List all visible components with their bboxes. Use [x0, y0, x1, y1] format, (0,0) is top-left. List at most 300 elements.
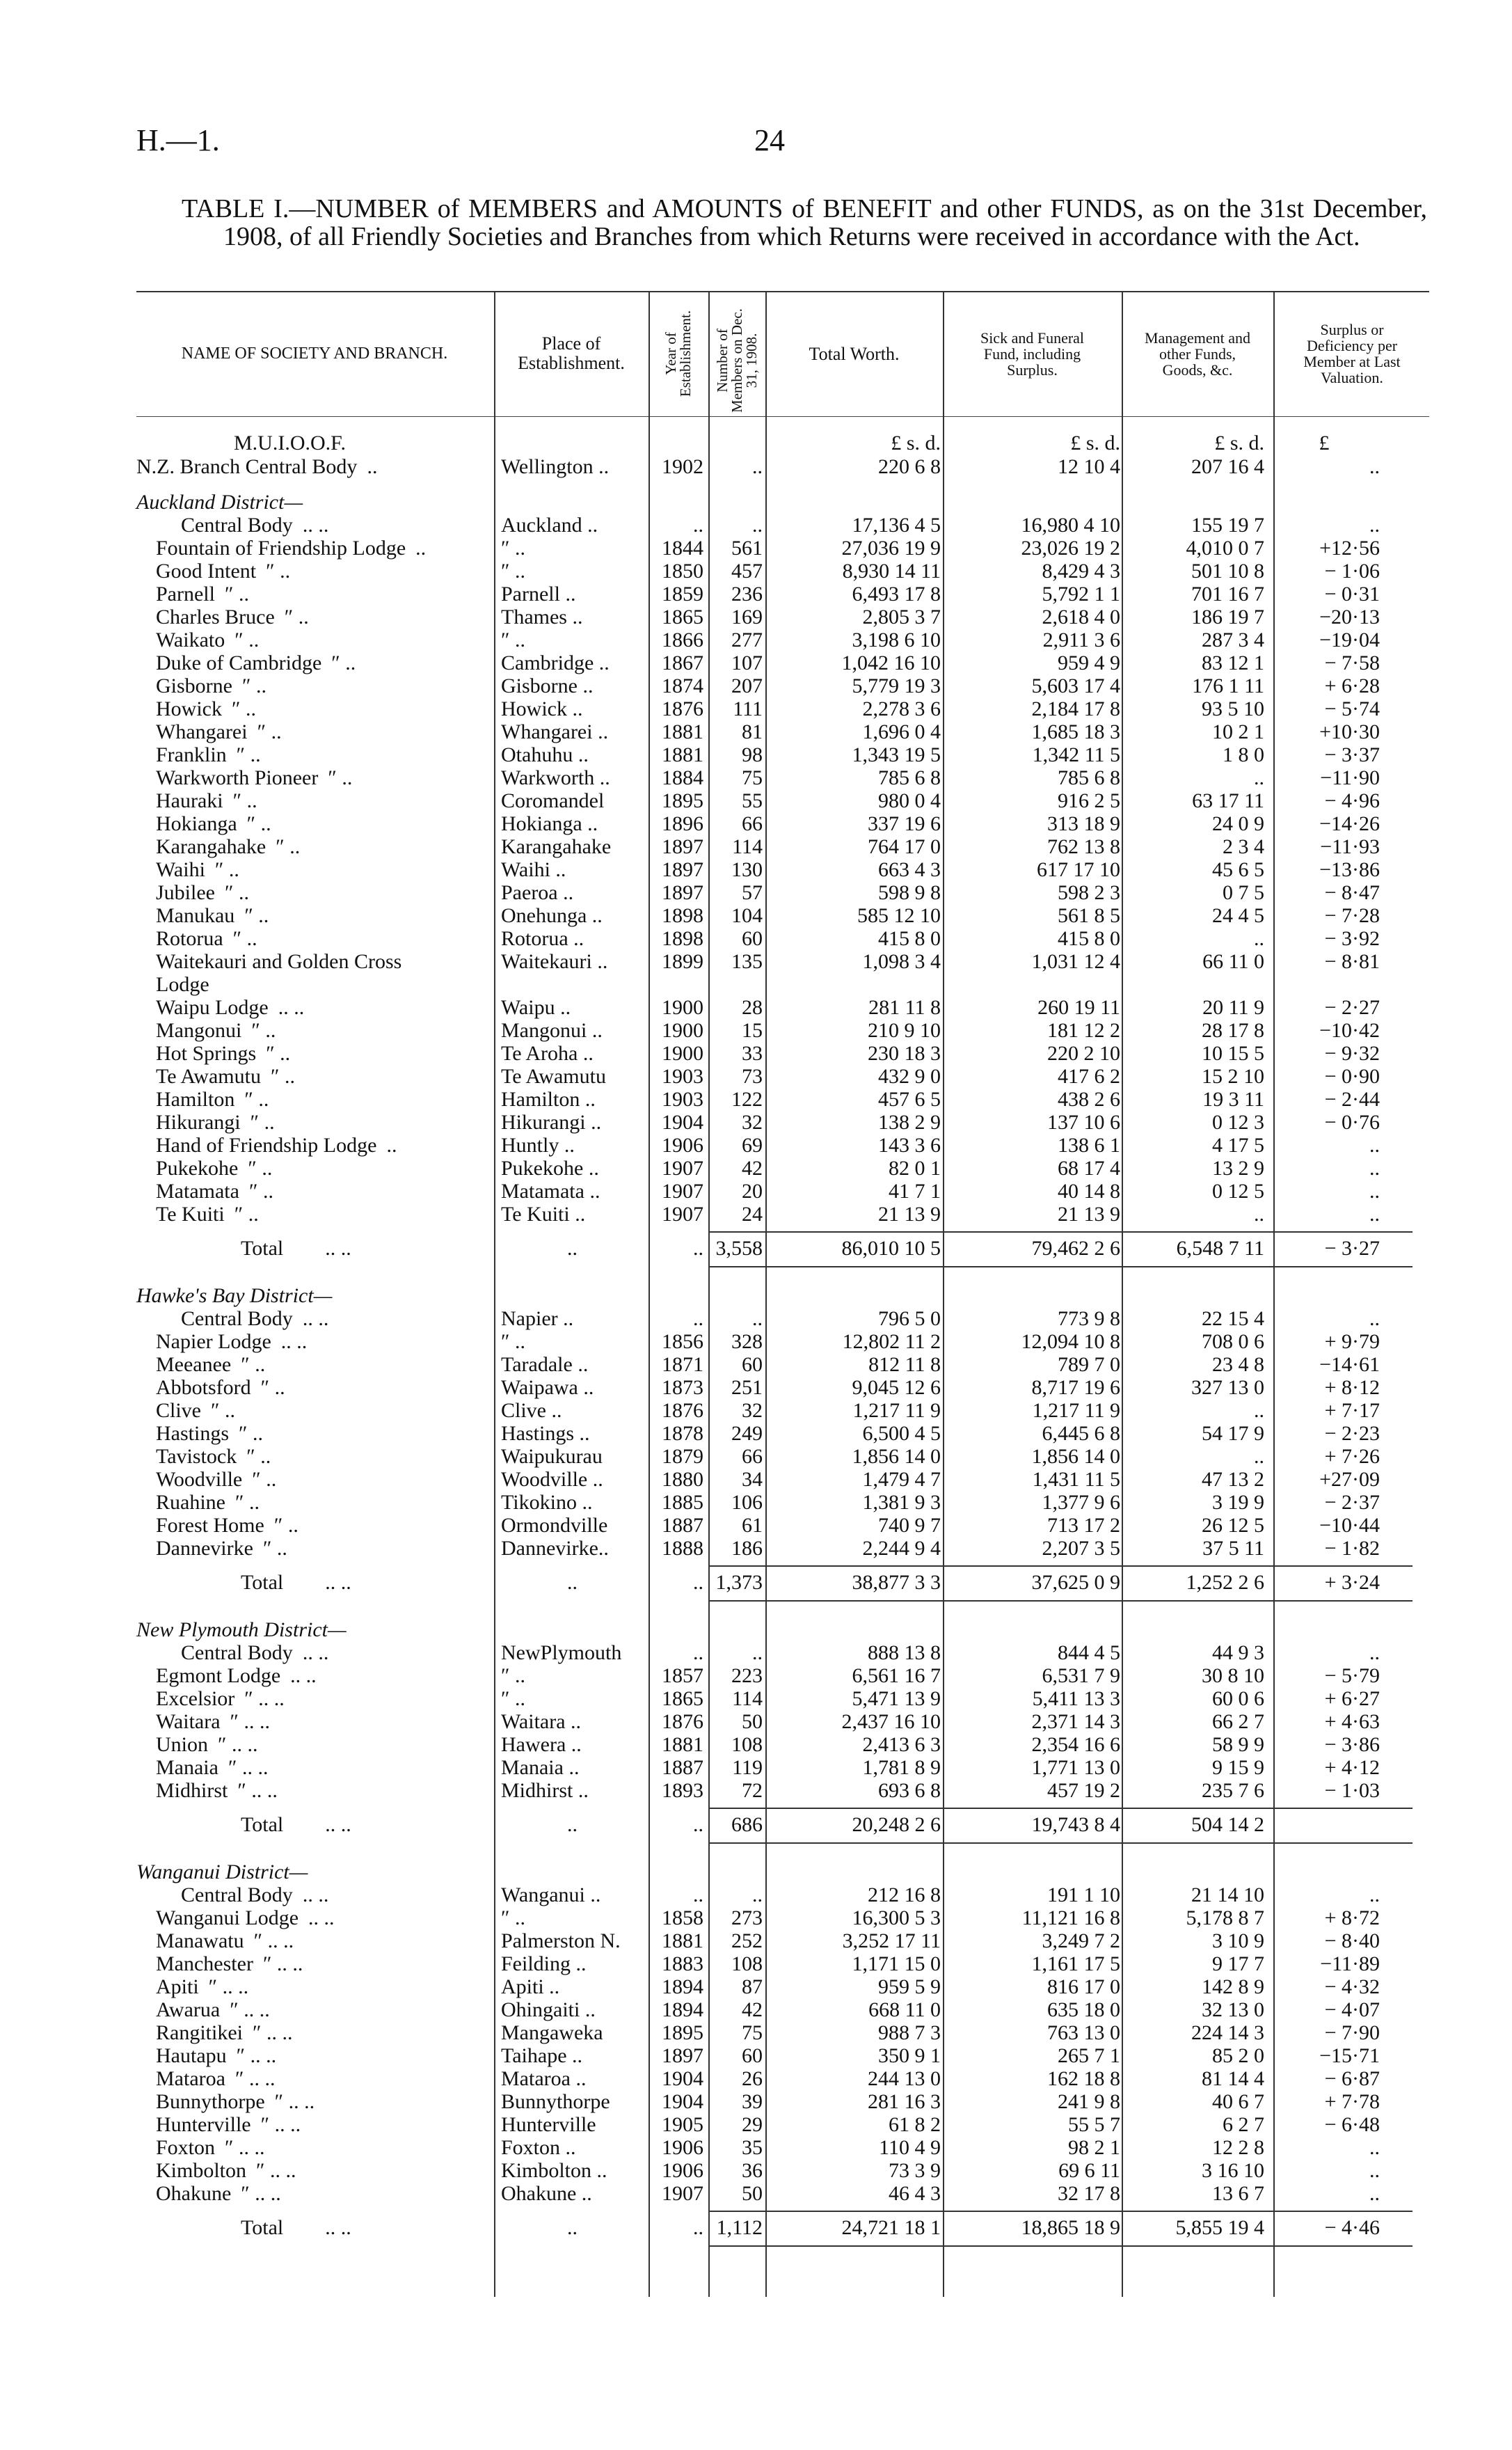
- year-cell: 1865: [662, 606, 703, 629]
- spacer: [136, 1272, 1429, 1284]
- members-cell: 29: [742, 2113, 763, 2136]
- sick-fund-cell: 457 19 2: [1047, 1779, 1120, 1802]
- year-cell: 1894: [662, 1975, 703, 1998]
- branch-name-text: Midhirst: [156, 1779, 228, 1802]
- members-cell: 114: [732, 1687, 763, 1710]
- branch-row: [136, 1883, 1429, 1906]
- branch-name-text: Bunnythorpe: [156, 2090, 265, 2113]
- sick-fund-cell: 12,094 10 8: [1021, 1330, 1120, 1353]
- place-cell: Hamilton ..: [501, 1088, 596, 1111]
- mgmt-unit: £ s. d.: [1214, 432, 1264, 455]
- surplus-cell: − 4·07: [1324, 1998, 1380, 2021]
- leader-dots: ″ ..: [224, 583, 249, 606]
- sick-fund-cell: 68 17 4: [1058, 1157, 1120, 1180]
- leader-dots: ″ ..: [234, 1491, 260, 1514]
- branch-row: [136, 697, 1429, 720]
- leader-dots: .. ..: [302, 1641, 329, 1664]
- members-cell: 252: [731, 1929, 763, 1952]
- leader-dots: ″ .. ..: [252, 2021, 293, 2044]
- members-cell: ..: [752, 1641, 763, 1664]
- branch-name: [156, 927, 504, 950]
- branch-name: [156, 1134, 504, 1157]
- place-cell: Auckland ..: [501, 514, 598, 537]
- members-cell: 457: [731, 560, 763, 583]
- members-cell: 69: [742, 1134, 763, 1157]
- total-worth-cell: 1,856 14 0: [852, 1445, 941, 1468]
- branch-name: [156, 743, 504, 766]
- branch-row: [136, 514, 1429, 537]
- surplus-cell: −10·42: [1319, 1019, 1380, 1042]
- leader-dots: ″ ..: [331, 651, 356, 674]
- sick-fund-cell: 2,618 4 0: [1042, 606, 1120, 629]
- year-cell: 1897: [662, 2044, 703, 2067]
- total-worth-cell: 337 19 6: [868, 812, 941, 835]
- sick-unit: £ s. d.: [1070, 432, 1120, 455]
- leader-dots: ″ .. ..: [253, 1929, 294, 1952]
- branch-name: [181, 1883, 529, 1906]
- total-worth-cell: 668 11 0: [868, 1998, 941, 2021]
- management-fund-cell: 22 15 4: [1202, 1307, 1264, 1330]
- year-cell: 1903: [662, 1088, 703, 1111]
- leader-dots: ″ ..: [239, 1422, 263, 1445]
- members-cell: 55: [742, 789, 763, 812]
- year-cell: 1879: [662, 1445, 703, 1468]
- branch-row: [136, 1422, 1429, 1445]
- leader-dots: ″ ..: [214, 858, 239, 881]
- surplus-cell: ..: [1369, 2136, 1380, 2159]
- branch-name-text: Te Kuiti: [156, 1203, 225, 1226]
- place-cell: Bunnythorpe: [501, 2090, 610, 2113]
- branch-name: [156, 1065, 504, 1088]
- total-worth-cell: 1,343 19 5: [852, 743, 941, 766]
- total-worth-cell: 1,098 3 4: [862, 950, 941, 973]
- total-worth-cell: 350 9 1: [878, 2044, 941, 2067]
- year-cell: ..: [693, 1237, 703, 1260]
- members-cell: 186: [731, 1537, 763, 1560]
- district-heading: [136, 1860, 1429, 1883]
- branch-name-text: Karangahake: [156, 835, 266, 858]
- sick-fund-cell: 23,026 19 2: [1021, 537, 1120, 560]
- branch-row: [136, 2044, 1429, 2067]
- leader-dots: ″ ..: [244, 1088, 269, 1111]
- branch-row: [136, 1952, 1429, 1975]
- branch-name-text: Hikurangi: [156, 1111, 241, 1134]
- total-rule: [708, 2211, 1412, 2212]
- sick-fund-cell: 561 8 5: [1058, 904, 1120, 927]
- district-total-row: [136, 1560, 1429, 1606]
- members-cell: 60: [742, 2044, 763, 2067]
- leader-dots: ″ ..: [246, 812, 271, 835]
- place-cell: Hawera ..: [501, 1733, 582, 1756]
- leader-dots: .. ..: [325, 1813, 351, 1836]
- surplus-cell: −13·86: [1319, 858, 1380, 881]
- sick-total: 18,865 18 9: [1021, 2216, 1120, 2239]
- members-cell: 75: [742, 766, 763, 789]
- management-fund-cell: 40 6 7: [1212, 2090, 1264, 2113]
- members-cell: 66: [742, 812, 763, 835]
- members-cell: 39: [742, 2090, 763, 2113]
- branch-name: [156, 1180, 504, 1203]
- year-cell: 1897: [662, 881, 703, 904]
- management-fund-cell: 224 14 3: [1191, 2021, 1264, 2044]
- surplus-cell: +12·56: [1319, 537, 1380, 560]
- branch-name-text: Hastings: [156, 1422, 229, 1445]
- sick-fund-cell: 8,429 4 3: [1042, 560, 1120, 583]
- total-worth-cell: 21 13 9: [878, 1203, 941, 1226]
- sick-fund-cell: 762 13 8: [1047, 835, 1120, 858]
- management-fund-cell: 155 19 7: [1191, 514, 1264, 537]
- sick-fund-cell: 635 18 0: [1047, 1998, 1120, 2021]
- place-cell: Palmerston N.: [501, 1929, 621, 1952]
- surplus-cell: ..: [1369, 1134, 1380, 1157]
- sick-fund-cell: 16,980 4 10: [1021, 514, 1120, 537]
- total-worth-cell: 16,300 5 3: [852, 1906, 941, 1929]
- branch-name: [156, 1399, 504, 1422]
- sick-total: 37,625 0 9: [1031, 1571, 1120, 1594]
- leader-dots: ″ ..: [241, 1353, 266, 1376]
- branch-name: [156, 2182, 504, 2205]
- place-cell: ..: [567, 1237, 578, 1260]
- year-cell: 1859: [662, 583, 703, 606]
- branch-row: [136, 1975, 1429, 1998]
- sick-fund-cell: 844 4 5: [1058, 1641, 1120, 1664]
- leader-dots: ″ .. ..: [230, 1998, 270, 2021]
- leader-dots: ″ ..: [244, 904, 269, 927]
- year-cell: 1881: [662, 743, 703, 766]
- column-header-worth: Total Worth.: [809, 343, 900, 364]
- total-worth-cell: 73 3 9: [889, 2159, 941, 2182]
- branch-row: [136, 835, 1429, 858]
- surplus-cell: − 7·90: [1324, 2021, 1380, 2044]
- year-cell: 1871: [662, 1353, 703, 1376]
- header-rule-bottom: [136, 416, 1429, 417]
- surplus-cell: − 0·31: [1324, 583, 1380, 606]
- total-worth-cell: 980 0 4: [878, 789, 941, 812]
- branch-name-text: Mataroa: [156, 2067, 225, 2090]
- members-cell: 561: [731, 537, 763, 560]
- sick-fund-cell: 959 4 9: [1058, 651, 1120, 674]
- management-fund-cell: 1 8 0: [1223, 743, 1264, 766]
- branch-row: [136, 950, 1429, 973]
- leader-dots: ″ .. ..: [274, 2090, 315, 2113]
- leader-dots: .. ..: [302, 1883, 329, 1906]
- branch-name: [156, 950, 504, 973]
- members-cell: 72: [742, 1779, 763, 1802]
- branch-name-text: Mangonui: [156, 1019, 242, 1042]
- total-label-text: Total: [241, 1571, 284, 1594]
- total-worth-cell: 210 9 10: [868, 1019, 941, 1042]
- total-worth-cell: 17,136 4 5: [852, 514, 941, 537]
- management-fund-cell: 4,010 0 7: [1186, 537, 1264, 560]
- branch-name-text: Waitara: [156, 1710, 221, 1733]
- year-cell: 1899: [662, 950, 703, 973]
- branch-name: [156, 1756, 504, 1779]
- branch-name-text: Hamilton: [156, 1088, 235, 1111]
- branch-row: [136, 2182, 1429, 2205]
- branch-name-text: Ohakune: [156, 2182, 232, 2205]
- sick-fund-cell: 5,792 1 1: [1042, 583, 1120, 606]
- members-cell: ..: [752, 1883, 763, 1906]
- total-worth-cell: 6,500 4 5: [862, 1422, 941, 1445]
- sick-fund-cell: 5,411 13 3: [1032, 1687, 1120, 1710]
- place-cell: Waitekauri ..: [501, 950, 608, 973]
- branch-name: [156, 835, 504, 858]
- branch-row: [136, 1710, 1429, 1733]
- branch-row: [136, 1998, 1429, 2021]
- branch-row: [136, 2067, 1429, 2090]
- total-worth-cell: 663 4 3: [878, 858, 941, 881]
- surplus-cell: − 1·82: [1324, 1537, 1380, 1560]
- year-cell: 1876: [662, 1710, 703, 1733]
- surplus-cell: + 8·12: [1324, 1376, 1380, 1399]
- branch-name-text: Wanganui Lodge: [156, 1906, 299, 1929]
- branch-name-text: Waitekauri and Golden Cross: [156, 950, 402, 973]
- members-cell: 106: [731, 1491, 763, 1514]
- branch-name: [156, 1376, 504, 1399]
- members-cell: 98: [742, 743, 763, 766]
- branch-row: [136, 2021, 1429, 2044]
- members-cell: 81: [742, 720, 763, 743]
- year-cell: 1906: [662, 2159, 703, 2182]
- place-cell: Gisborne ..: [501, 674, 594, 697]
- place-cell: ..: [567, 2216, 578, 2239]
- year-cell: 1902: [662, 455, 703, 478]
- branch-name-text: Waikato: [156, 629, 225, 651]
- total-worth-cell: 988 7 3: [878, 2021, 941, 2044]
- leader-dots: ″ ..: [266, 560, 291, 583]
- branch-name: [156, 1779, 504, 1802]
- district-title: Auckland District—: [136, 491, 303, 514]
- year-cell: 1895: [662, 2021, 703, 2044]
- branch-name: [156, 2067, 504, 2090]
- branch-name: [181, 1307, 529, 1330]
- branch-row: [136, 881, 1429, 904]
- sick-fund-cell: 8,717 19 6: [1031, 1376, 1120, 1399]
- management-fund-cell: 9 17 7: [1212, 1952, 1264, 1975]
- surplus-cell: −19·04: [1319, 629, 1380, 651]
- total-worth-cell: 959 5 9: [878, 1975, 941, 1998]
- management-fund-cell: 24 0 9: [1212, 812, 1264, 835]
- mgmt-total: 6,548 7 11: [1176, 1237, 1264, 1260]
- management-fund-cell: 26 12 5: [1202, 1514, 1264, 1537]
- place-cell: Tikokino ..: [501, 1491, 593, 1514]
- surplus-cell: − 6·87: [1324, 2067, 1380, 2090]
- place-cell: Mangonui ..: [501, 1019, 603, 1042]
- place-cell: Foxton ..: [501, 2136, 576, 2159]
- surplus-cell: + 7·78: [1324, 2090, 1380, 2113]
- leader-dots: ″ ..: [232, 789, 257, 812]
- surplus-cell: − 1·03: [1324, 1779, 1380, 1802]
- surplus-cell: +27·09: [1319, 1468, 1380, 1491]
- branch-row: [136, 1180, 1429, 1203]
- year-cell: 1887: [662, 1514, 703, 1537]
- branch-name: [156, 1514, 504, 1537]
- branch-name: [156, 1445, 504, 1468]
- branch-name: [156, 606, 504, 629]
- worth-total: 38,877 3 3: [852, 1571, 941, 1594]
- year-cell: 1900: [662, 1042, 703, 1065]
- total-worth-cell: 2,244 9 4: [862, 1537, 941, 1560]
- surplus-cell: − 3·86: [1324, 1733, 1380, 1756]
- branch-name: [156, 583, 504, 606]
- leader-dots: ″ ..: [257, 720, 282, 743]
- leader-dots: ″ .. ..: [241, 2182, 281, 2205]
- year-cell: ..: [693, 514, 703, 537]
- total-worth-cell: 27,036 19 9: [841, 537, 941, 560]
- management-fund-cell: 501 10 8: [1191, 560, 1264, 583]
- worth-unit: £ s. d.: [891, 432, 941, 455]
- year-cell: 1856: [662, 1330, 703, 1353]
- year-cell: 1878: [662, 1422, 703, 1445]
- members-total: 3,558: [715, 1237, 763, 1260]
- branch-name: [156, 1468, 504, 1491]
- branch-row: [136, 720, 1429, 743]
- place-cell: Waihi ..: [501, 858, 566, 881]
- total-worth-cell: 244 13 0: [868, 2067, 941, 2090]
- surplus-cell: − 8·47: [1324, 881, 1380, 904]
- surplus-cell: −14·61: [1319, 1353, 1380, 1376]
- branch-name-text: Woodville: [156, 1468, 243, 1491]
- branch-name: [156, 1537, 504, 1560]
- branch-name: [156, 2021, 504, 2044]
- management-fund-cell: ..: [1254, 1399, 1264, 1422]
- place-cell: Matamata ..: [501, 1180, 600, 1203]
- spacer: [136, 1848, 1429, 1860]
- members-cell: 50: [742, 2182, 763, 2205]
- place-cell: Hastings ..: [501, 1422, 590, 1445]
- branch-name: [156, 766, 504, 789]
- year-cell: 1907: [662, 1157, 703, 1180]
- place-cell: Dannevirke..: [501, 1537, 609, 1560]
- surplus-cell: + 6·27: [1324, 1687, 1380, 1710]
- members-cell: 36: [742, 2159, 763, 2182]
- sick-fund-cell: 417 6 2: [1058, 1065, 1120, 1088]
- branch-row: [136, 1929, 1429, 1952]
- year-cell: 1900: [662, 1019, 703, 1042]
- branch-row: [136, 973, 1429, 996]
- leader-dots: ″ .. ..: [225, 2136, 265, 2159]
- surplus-cell: ..: [1369, 1203, 1380, 1226]
- year-cell: 1857: [662, 1664, 703, 1687]
- leader-dots: .. ..: [325, 1237, 351, 1260]
- sick-fund-cell: 265 7 1: [1058, 2044, 1120, 2067]
- district-total-row: [136, 1802, 1429, 1848]
- leader-dots: ″ .. ..: [236, 2044, 277, 2067]
- leader-dots: .. ..: [278, 996, 305, 1019]
- district-title: Hawke's Bay District—: [136, 1284, 333, 1307]
- management-fund-cell: 20 11 9: [1202, 996, 1264, 1019]
- sick-fund-cell: 438 2 6: [1058, 1088, 1120, 1111]
- branch-row: [136, 651, 1429, 674]
- management-fund-cell: 3 19 9: [1212, 1491, 1264, 1514]
- sick-total: 19,743 8 4: [1031, 1813, 1120, 1836]
- year-cell: 1884: [662, 766, 703, 789]
- year-cell: ..: [693, 1571, 703, 1594]
- surplus-cell: −14·26: [1319, 812, 1380, 835]
- leader-dots: ″ ..: [262, 1537, 287, 1560]
- total-worth-cell: 12,802 11 2: [842, 1330, 941, 1353]
- sick-fund-cell: 916 2 5: [1058, 789, 1120, 812]
- branch-name-text: Hot Springs: [156, 1042, 257, 1065]
- branch-name-text: Matamata: [156, 1180, 239, 1203]
- branch-row: [136, 2159, 1429, 2182]
- surplus-cell: − 0·76: [1324, 1111, 1380, 1134]
- members-cell: 61: [742, 1514, 763, 1537]
- management-fund-cell: 23 4 8: [1212, 1353, 1264, 1376]
- year-cell: 1898: [662, 904, 703, 927]
- management-fund-cell: 235 7 6: [1202, 1779, 1264, 1802]
- place-cell: Ohakune ..: [501, 2182, 592, 2205]
- year-cell: 1888: [662, 1537, 703, 1560]
- surplus-cell: + 6·28: [1324, 674, 1380, 697]
- branch-name: [156, 1906, 504, 1929]
- total-worth-cell: 740 9 7: [878, 1514, 941, 1537]
- branch-name: [156, 996, 504, 1019]
- sick-fund-cell: 773 9 8: [1058, 1307, 1120, 1330]
- sick-fund-cell: 313 18 9: [1047, 812, 1120, 835]
- branch-row: [136, 1065, 1429, 1088]
- place-cell: Cambridge ..: [501, 651, 610, 674]
- management-fund-cell: ..: [1254, 927, 1264, 950]
- total-rule: [708, 1600, 1412, 1602]
- sick-fund-cell: 69 6 11: [1058, 2159, 1120, 2182]
- year-cell: 1881: [662, 1929, 703, 1952]
- branch-row: [136, 674, 1429, 697]
- leader-dots: ″ ..: [276, 835, 301, 858]
- branch-row: [136, 1445, 1429, 1468]
- members-cell: 28: [742, 996, 763, 1019]
- surplus-cell: − 9·32: [1324, 1042, 1380, 1065]
- leader-dots: ″ .. ..: [228, 1756, 269, 1779]
- branch-name-text: Te Awamutu: [156, 1065, 261, 1088]
- place-cell: Napier ..: [501, 1307, 574, 1330]
- place-cell: Onehunga ..: [501, 904, 603, 927]
- branch-name: [156, 1952, 504, 1975]
- total-worth-cell: 220 6 8: [878, 455, 941, 478]
- sick-fund-cell: 6,531 7 9: [1042, 1664, 1120, 1687]
- place-cell: Karangahake: [501, 835, 612, 858]
- district-title: Wanganui District—: [136, 1860, 308, 1883]
- management-fund-cell: 21 14 10: [1191, 1883, 1264, 1906]
- members-cell: 87: [742, 1975, 763, 1998]
- total-rule: [708, 1808, 1412, 1809]
- leader-dots: ″ .. ..: [260, 2113, 301, 2136]
- sick-total: 79,462 2 6: [1031, 1237, 1120, 1260]
- surplus-cell: − 7·28: [1324, 904, 1380, 927]
- branch-name-text: Rotorua: [156, 927, 223, 950]
- branch-name: [156, 1203, 504, 1226]
- year-cell: 1907: [662, 2182, 703, 2205]
- branch-row: [136, 2090, 1429, 2113]
- total-worth-cell: 1,696 0 4: [862, 720, 941, 743]
- leader-dots: ″ .. ..: [218, 1733, 258, 1756]
- sick-fund-cell: 260 19 11: [1037, 996, 1120, 1019]
- total-worth-cell: 143 3 6: [878, 1134, 941, 1157]
- sick-fund-cell: 789 7 0: [1058, 1353, 1120, 1376]
- data-table: [136, 432, 1429, 2263]
- place-cell: Rotorua ..: [501, 927, 584, 950]
- sick-fund-cell: 1,342 11 5: [1032, 743, 1120, 766]
- management-fund-cell: 2 3 4: [1223, 835, 1264, 858]
- management-fund-cell: 287 3 4: [1202, 629, 1264, 651]
- management-fund-cell: 32 13 0: [1202, 1998, 1264, 2021]
- surplus-cell: − 2·37: [1324, 1491, 1380, 1514]
- surplus-cell: − 3·37: [1324, 743, 1380, 766]
- branch-name-text: Foxton: [156, 2136, 216, 2159]
- year-cell: 1880: [662, 1468, 703, 1491]
- leader-dots: ..: [367, 455, 378, 478]
- branch-name-text: Meeanee: [156, 1353, 232, 1376]
